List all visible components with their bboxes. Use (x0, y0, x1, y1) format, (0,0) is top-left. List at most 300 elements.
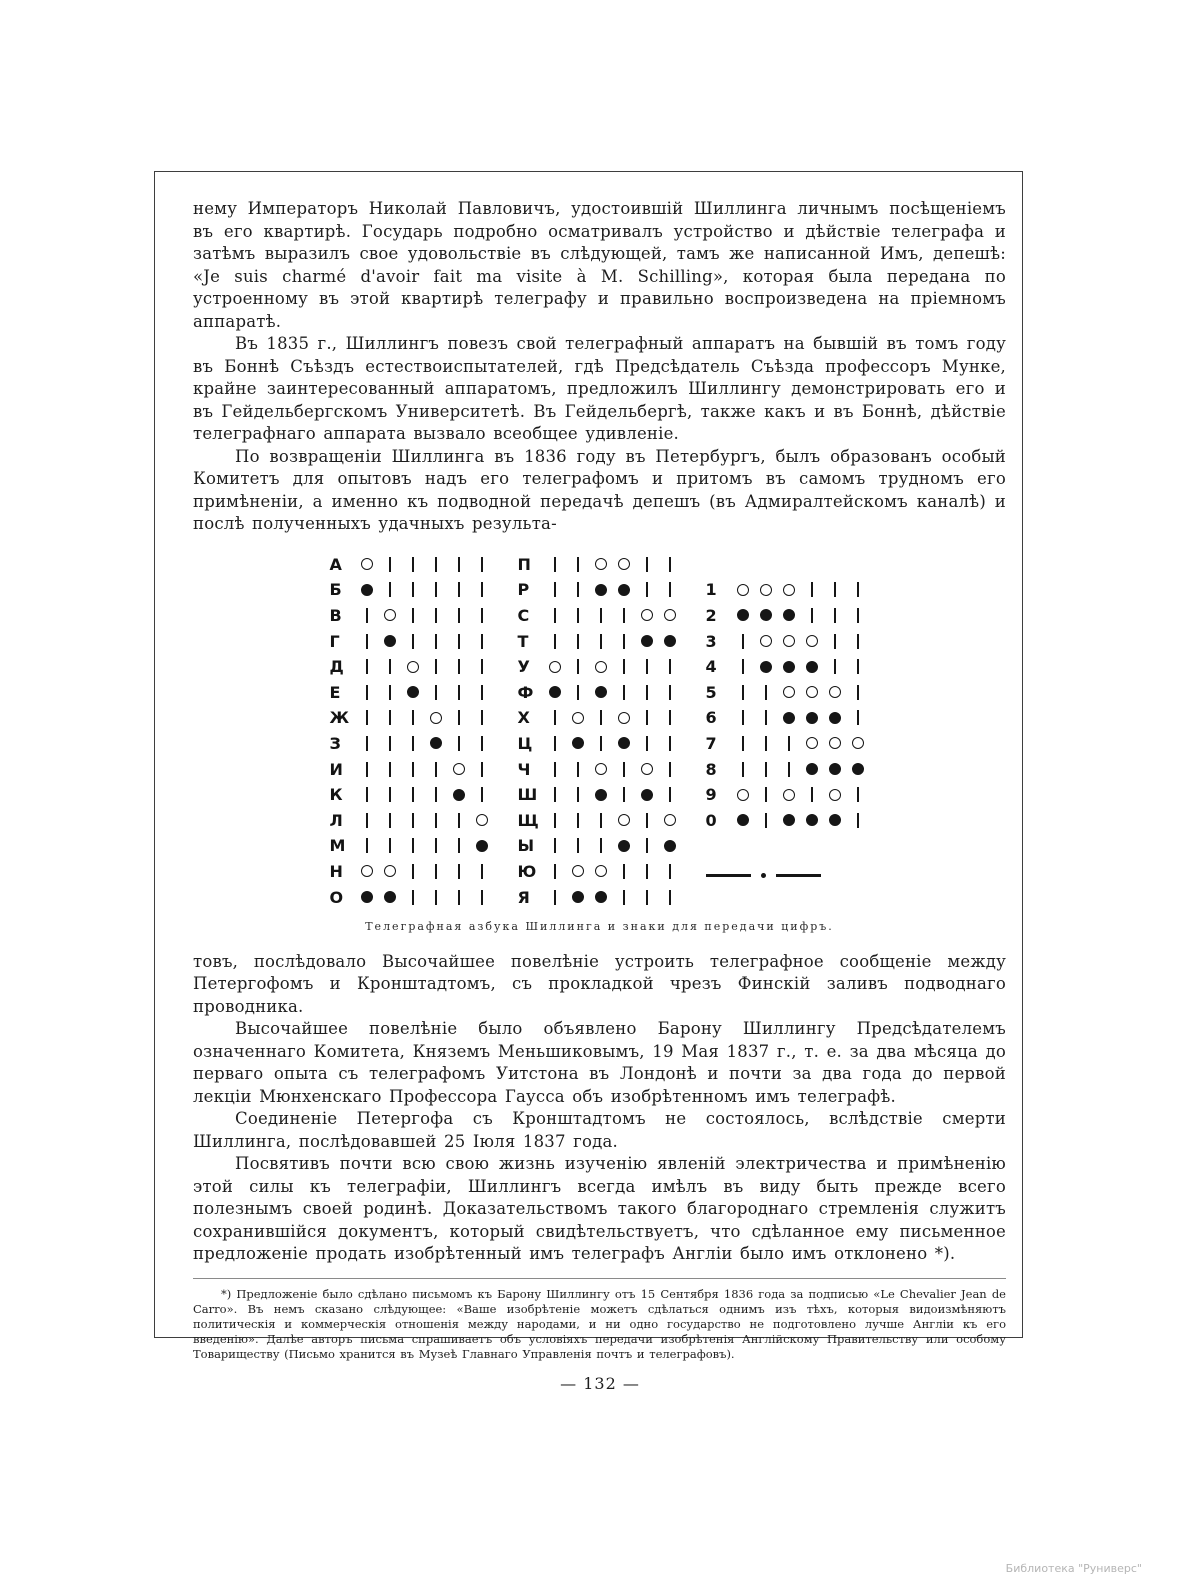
code-row (706, 603, 870, 629)
bar-symbol (590, 813, 613, 828)
code-row (518, 859, 682, 885)
bar-symbol (567, 557, 590, 572)
code-letter: 6 (705, 708, 717, 728)
filled-circle-symbol (801, 763, 824, 775)
open-circle-symbol (778, 686, 801, 698)
page-frame (154, 171, 1023, 1361)
bar-symbol (590, 736, 613, 751)
bar-symbol (425, 864, 448, 879)
code-row (706, 756, 870, 782)
bar-symbol (636, 685, 659, 700)
bar-symbol (801, 787, 824, 802)
code-letter: Е (329, 682, 341, 702)
bar-symbol (824, 634, 847, 649)
bar-symbol (544, 864, 567, 879)
bar-symbol (567, 813, 590, 828)
bar-symbol (471, 582, 494, 597)
bar-symbol (544, 762, 567, 777)
filled-circle-symbol (356, 891, 379, 903)
bar-symbol (448, 557, 471, 572)
open-circle-symbol (636, 763, 659, 775)
bar-symbol (732, 685, 755, 700)
bar-symbol (755, 736, 778, 751)
code-row (706, 628, 870, 654)
bar-symbol (402, 710, 425, 725)
bar-symbol (567, 634, 590, 649)
code-letter: Н (329, 861, 343, 881)
bar-symbol (613, 762, 636, 777)
bar-symbol (590, 608, 613, 623)
code-letter: 7 (705, 733, 717, 753)
open-circle-symbol (801, 635, 824, 647)
bar-symbol (471, 557, 494, 572)
filled-circle-symbol (590, 789, 613, 801)
code-letter: У (517, 657, 530, 677)
bar-symbol (567, 582, 590, 597)
code-letter: 9 (705, 785, 717, 805)
bar-symbol (471, 685, 494, 700)
bar-symbol (847, 659, 870, 674)
bar-symbol (379, 582, 402, 597)
code-row (706, 654, 870, 680)
filled-circle-symbol (402, 686, 425, 698)
bar-symbol (544, 582, 567, 597)
bar-symbol (379, 710, 402, 725)
filled-circle-symbol (732, 609, 755, 621)
bar-symbol (544, 787, 567, 802)
bar-symbol (544, 557, 567, 572)
bar-symbol (567, 838, 590, 853)
code-letter: Х (517, 708, 530, 728)
open-circle-symbol (448, 763, 471, 775)
filled-circle-symbol (590, 686, 613, 698)
code-letter: М (329, 836, 346, 856)
code-letter: А (329, 554, 342, 574)
bar-symbol (659, 864, 682, 879)
bar-symbol (659, 557, 682, 572)
filled-circle-symbol (659, 635, 682, 647)
bar-symbol (425, 838, 448, 853)
code-letter: Т (517, 631, 529, 651)
bar-symbol (402, 634, 425, 649)
bar-symbol (471, 659, 494, 674)
dot-icon (761, 873, 766, 878)
bar-symbol (379, 557, 402, 572)
bar-symbol (732, 710, 755, 725)
bar-symbol (425, 582, 448, 597)
bar-symbol (379, 685, 402, 700)
bar-symbol (755, 710, 778, 725)
code-row (330, 679, 494, 705)
code-row (518, 731, 682, 757)
bar-symbol (636, 890, 659, 905)
open-circle-symbol (847, 737, 870, 749)
open-circle-symbol (778, 584, 801, 596)
bar-symbol (659, 787, 682, 802)
bar-symbol (379, 813, 402, 828)
open-circle-symbol (402, 661, 425, 673)
code-row (330, 705, 494, 731)
code-letter: Ю (517, 861, 537, 881)
bar-symbol (402, 890, 425, 905)
code-row (518, 833, 682, 859)
code-row (706, 679, 870, 705)
footnote: *) Предложеніе было сдѣлано письмомъ къ Барону Шиллингу отъ 15 Сентября 1836 года за подписью «Le Chevalier Jean de Carro». Въ немъ сказано слѣдующее: «Ваше изобрѣтеніе можетъ сдѣлаться однимъ изъ тѣхъ, которыя видоизмѣняютъ политическія и коммерческія отношенія между народами, и ни одно государство не подготовлено лучше Англіи къ его введенію». Далѣе авторъ письма спрашиваетъ объ условіяхъ передачи изобрѣтенія Англійскому Правительству или особому Товариществу (Письмо хранится въ Музеѣ Главнаго Управленія почтъ и телеграфовъ). (193, 1286, 1006, 1361)
filled-circle-symbol (755, 661, 778, 673)
filled-circle-symbol (379, 891, 402, 903)
filled-circle-symbol (824, 814, 847, 826)
bar-symbol (847, 710, 870, 725)
code-row (706, 731, 870, 757)
bar-symbol (732, 736, 755, 751)
open-circle-symbol (659, 814, 682, 826)
code-row (330, 731, 494, 757)
bar-symbol (356, 787, 379, 802)
open-circle-symbol (732, 584, 755, 596)
code-letter: Ч (517, 759, 531, 779)
bar-symbol (778, 762, 801, 777)
bar-symbol (732, 634, 755, 649)
code-row (330, 577, 494, 603)
bar-symbol (448, 634, 471, 649)
bar-symbol (356, 634, 379, 649)
paragraph-1: нему Императоръ Николай Павловичъ, удостоившій Шиллинга личнымъ посѣщеніемъ въ его квартирѣ. Государь подробно осматривалъ устройство и дѣйствіе телеграфа и затѣмъ выразилъ свое удовольствіе въ слѣдующей, тамъ же написанной Имъ, депешѣ: «Je suis charmé d'avoir fait ma visite à M. Schilling», которая была передана по устроенному въ этой квартирѣ телеграфу и правильно воспроизведена на пріемномъ аппаратѣ. (193, 199, 1006, 331)
bar-symbol (379, 659, 402, 674)
bar-symbol (402, 582, 425, 597)
long-dash-icon (776, 874, 821, 877)
filled-circle-symbol (778, 814, 801, 826)
bar-symbol (471, 710, 494, 725)
code-row (518, 628, 682, 654)
paragraph-4: товъ, послѣдовало Высочайшее повелѣніе устроить телеграфное сообщеніе между Петергофомъ и Кронштадтомъ, съ прокладкой чрезъ Финскій заливъ подводнаго проводника. (193, 951, 1006, 1016)
code-letter: Л (329, 810, 343, 830)
bar-symbol (402, 608, 425, 623)
open-circle-symbol (379, 865, 402, 877)
code-row (518, 756, 682, 782)
code-row (518, 884, 682, 910)
bar-symbol (425, 890, 448, 905)
filled-circle-symbol (567, 891, 590, 903)
open-circle-symbol (567, 865, 590, 877)
bar-symbol (471, 608, 494, 623)
code-row (518, 654, 682, 680)
bar-symbol (590, 634, 613, 649)
filled-circle-symbol (778, 661, 801, 673)
open-circle-symbol (732, 789, 755, 801)
bar-symbol (659, 582, 682, 597)
bar-symbol (448, 864, 471, 879)
open-circle-symbol (356, 865, 379, 877)
paragraph-7: Посвятивъ почти всю свою жизнь изученію явленій электричества и примѣненію этой силы къ телеграфіи, Шиллингъ всегда имѣлъ въ виду быть прежде всего полезнымъ своей родинѣ. Доказательствомъ такого благороднаго стремленія служитъ сохранившійся документъ, который свидѣтельствуетъ, что сдѣланное ему письменное предложеніе продать изобрѣтенный имъ телеграфъ Англіи было имъ отклонено *). (193, 1154, 1006, 1264)
open-circle-symbol (590, 661, 613, 673)
figure-caption: Телеграфная азбука Шиллинга и знаки для передачи цифръ. (365, 919, 834, 933)
open-circle-symbol (590, 865, 613, 877)
code-letter: В (329, 605, 342, 625)
filled-circle-symbol (824, 763, 847, 775)
bar-symbol (471, 736, 494, 751)
bar-symbol (544, 813, 567, 828)
bar-symbol (425, 557, 448, 572)
bar-symbol (402, 736, 425, 751)
bar-symbol (544, 634, 567, 649)
code-row (330, 833, 494, 859)
filled-circle-symbol (636, 789, 659, 801)
bar-symbol (801, 608, 824, 623)
open-circle-symbol (778, 635, 801, 647)
filled-circle-symbol (544, 686, 567, 698)
bar-symbol (425, 608, 448, 623)
bar-symbol (847, 634, 870, 649)
open-circle-symbol (778, 789, 801, 801)
bar-symbol (425, 685, 448, 700)
bar-symbol (567, 762, 590, 777)
bar-symbol (402, 864, 425, 879)
open-circle-symbol (801, 737, 824, 749)
filled-circle-symbol (801, 814, 824, 826)
code-letter: О (329, 887, 344, 907)
open-circle-symbol (613, 558, 636, 570)
bar-symbol (402, 787, 425, 802)
filled-circle-symbol (778, 609, 801, 621)
filled-circle-symbol (801, 712, 824, 724)
bar-symbol (567, 608, 590, 623)
bar-symbol (402, 762, 425, 777)
bar-symbol (824, 659, 847, 674)
code-letter: И (329, 759, 343, 779)
code-letter: 1 (705, 580, 717, 600)
bar-symbol (544, 838, 567, 853)
bar-symbol (613, 634, 636, 649)
code-row (330, 807, 494, 833)
bar-symbol (471, 634, 494, 649)
code-row (330, 782, 494, 808)
code-letter: З (329, 733, 341, 753)
bar-symbol (732, 659, 755, 674)
bar-symbol (847, 813, 870, 828)
filled-circle-symbol (659, 840, 682, 852)
bar-symbol (567, 787, 590, 802)
bar-symbol (448, 608, 471, 623)
code-letter: Щ (517, 810, 539, 830)
bar-symbol (544, 890, 567, 905)
code-letter: Ш (517, 785, 538, 805)
bar-symbol (356, 813, 379, 828)
open-circle-symbol (356, 558, 379, 570)
bar-symbol (471, 787, 494, 802)
bar-symbol (356, 710, 379, 725)
paragraph-3: По возвращеніи Шиллинга въ 1836 году въ Петербургъ, былъ образованъ особый Комитетъ для опытовъ надъ его телеграфомъ и притомъ въ самомъ трудномъ его примѣненіи, а именно къ подводной передачѣ депешъ (въ Адмиралтейскомъ каналѣ) и послѣ полученныхъ удачныхъ результа- (193, 446, 1006, 533)
code-letter: 4 (705, 657, 717, 677)
library-watermark: Библиотека "Руниверс" (1005, 1562, 1142, 1575)
code-row (518, 705, 682, 731)
bar-symbol (544, 608, 567, 623)
code-letter: Ж (329, 708, 350, 728)
bar-symbol (613, 659, 636, 674)
open-circle-symbol (567, 712, 590, 724)
bar-symbol (613, 685, 636, 700)
bar-symbol (379, 762, 402, 777)
bar-symbol (636, 557, 659, 572)
open-circle-symbol (636, 609, 659, 621)
open-circle-symbol (824, 686, 847, 698)
open-circle-symbol (613, 712, 636, 724)
filled-circle-symbol (379, 635, 402, 647)
bar-symbol (824, 608, 847, 623)
code-row (706, 577, 870, 603)
bar-symbol (425, 762, 448, 777)
bar-symbol (590, 838, 613, 853)
telegraph-code-figure (193, 552, 1006, 933)
bar-symbol (379, 838, 402, 853)
code-row (518, 552, 682, 578)
code-letter: К (329, 785, 343, 805)
code-letter: 0 (705, 810, 717, 830)
bar-symbol (613, 864, 636, 879)
code-row (706, 705, 870, 731)
code-row (706, 807, 870, 833)
filled-circle-symbol (613, 584, 636, 596)
bar-symbol (402, 557, 425, 572)
bar-symbol (636, 864, 659, 879)
filled-circle-symbol (847, 763, 870, 775)
bar-symbol (801, 582, 824, 597)
filled-circle-symbol (471, 840, 494, 852)
code-row (706, 782, 870, 808)
open-circle-symbol (379, 609, 402, 621)
page-number: — 132 — (560, 1374, 640, 1393)
bar-symbol (847, 685, 870, 700)
long-dash-icon (706, 874, 751, 877)
filled-circle-symbol (448, 789, 471, 801)
bar-symbol (356, 838, 379, 853)
bar-symbol (448, 813, 471, 828)
bar-symbol (636, 813, 659, 828)
filled-circle-symbol (613, 737, 636, 749)
open-circle-symbol (590, 763, 613, 775)
bar-symbol (402, 813, 425, 828)
code-letter: 8 (705, 759, 717, 779)
code-letter: Б (329, 580, 342, 600)
bar-symbol (567, 685, 590, 700)
bar-symbol (755, 787, 778, 802)
code-row (518, 807, 682, 833)
bar-symbol (659, 659, 682, 674)
bar-symbol (590, 710, 613, 725)
open-circle-symbol (824, 789, 847, 801)
bar-symbol (613, 608, 636, 623)
bar-symbol (425, 634, 448, 649)
code-row (518, 782, 682, 808)
code-letter: Я (517, 887, 530, 907)
bar-symbol (425, 659, 448, 674)
paragraph-6: Соединеніе Петергофа съ Кронштадтомъ не состоялось, вслѣдствіе смерти Шиллинга, послѣдовавшей 25 Іюля 1837 года. (193, 1109, 1006, 1151)
paragraph-5: Высочайшее повелѣніе было объявлено Барону Шиллингу Предсѣдателемъ означеннаго Комитета, Княземъ Меньшиковымъ, 19 Мая 1837 г., т. е. за два мѣсяца до перваго опыта съ телеграфомъ Уитстона въ Лондонѣ и почти за два года до первой лекціи Мюнхенскаго Профессора Гаусса объ изобрѣтенномъ имъ телеграфѣ. (193, 1019, 1006, 1106)
bar-symbol (636, 710, 659, 725)
bar-symbol (544, 736, 567, 751)
open-circle-symbol (824, 737, 847, 749)
filled-circle-symbol (590, 891, 613, 903)
code-row (330, 552, 494, 578)
bar-symbol (659, 736, 682, 751)
footnote-divider (193, 1278, 1006, 1279)
open-circle-symbol (801, 686, 824, 698)
bar-symbol (425, 787, 448, 802)
code-row (330, 654, 494, 680)
bar-symbol (356, 685, 379, 700)
filled-circle-symbol (590, 584, 613, 596)
open-circle-symbol (755, 635, 778, 647)
paragraph-2: Въ 1835 г., Шиллингъ повезъ свой телеграфный аппаратъ на бывшій въ томъ году въ Боннѣ Съѣздъ естествоиспытателей, гдѣ Предсѣдатель Съѣзда профессоръ Мунке, крайне заинтересованный аппаратомъ, предложилъ Шиллингу демонстрировать его и въ Гейдельбергскомъ Университетѣ. Въ Гейдельбергѣ, также какъ и въ Боннѣ, дѣйствіе телеграфнаго аппарата вызвало всеобщее удивленіе. (193, 334, 1006, 443)
bar-symbol (356, 608, 379, 623)
bar-symbol (471, 762, 494, 777)
filled-circle-symbol (425, 737, 448, 749)
open-circle-symbol (471, 814, 494, 826)
open-circle-symbol (755, 584, 778, 596)
code-row (330, 884, 494, 910)
bar-symbol (659, 710, 682, 725)
filled-circle-symbol (778, 712, 801, 724)
bar-symbol (636, 838, 659, 853)
code-letter: 5 (705, 682, 717, 702)
open-circle-symbol (425, 712, 448, 724)
open-circle-symbol (613, 814, 636, 826)
open-circle-symbol (659, 609, 682, 621)
code-column-letters (330, 552, 494, 910)
code-letter: 3 (705, 631, 717, 651)
code-column-letters (518, 552, 682, 910)
code-row (518, 679, 682, 705)
filled-circle-symbol (732, 814, 755, 826)
code-letter: Ы (517, 836, 535, 856)
bar-symbol (379, 787, 402, 802)
code-row (518, 603, 682, 629)
filled-circle-symbol (755, 609, 778, 621)
code-column-digits (706, 552, 870, 910)
code-letter: Ц (517, 733, 533, 753)
filled-circle-symbol (824, 712, 847, 724)
bar-symbol (471, 890, 494, 905)
bar-symbol (847, 608, 870, 623)
code-letter: Д (329, 657, 344, 677)
bar-symbol (356, 659, 379, 674)
open-circle-symbol (590, 558, 613, 570)
bar-symbol (448, 890, 471, 905)
bar-symbol (402, 838, 425, 853)
filled-circle-symbol (636, 635, 659, 647)
bar-symbol (659, 890, 682, 905)
bar-symbol (636, 582, 659, 597)
filled-circle-symbol (356, 584, 379, 596)
bar-symbol (448, 838, 471, 853)
code-row (330, 603, 494, 629)
bar-symbol (755, 813, 778, 828)
code-letter: 2 (705, 605, 717, 625)
code-letter: Г (329, 631, 340, 651)
open-circle-symbol (544, 661, 567, 673)
bar-symbol (613, 787, 636, 802)
code-letter: Ф (517, 682, 534, 702)
bar-symbol (356, 762, 379, 777)
bar-symbol (471, 864, 494, 879)
bar-symbol (448, 736, 471, 751)
bar-symbol (356, 736, 379, 751)
bar-symbol (448, 582, 471, 597)
code-letter: П (517, 554, 531, 574)
bar-symbol (732, 762, 755, 777)
code-row (330, 859, 494, 885)
bar-symbol (448, 685, 471, 700)
code-row (518, 577, 682, 603)
